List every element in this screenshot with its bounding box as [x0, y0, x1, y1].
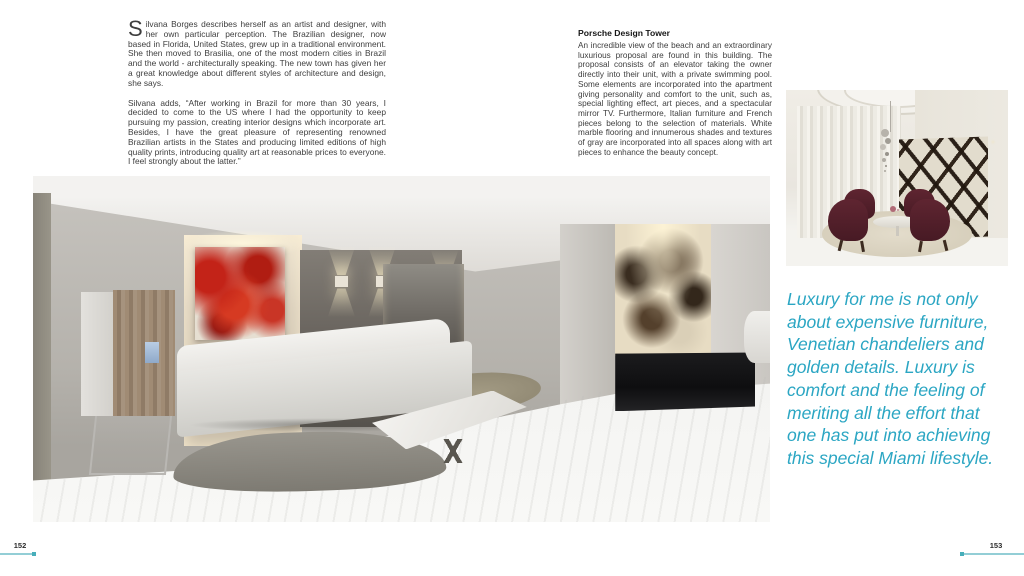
coffee-table-pedestal: [896, 226, 899, 237]
pull-quote-line: this special Miami lifestyle.: [787, 447, 994, 468]
chrome-cabinet-base: [89, 416, 173, 475]
pull-quote: [787, 288, 1019, 470]
pull-quote-line: one has put into achieving: [787, 425, 991, 446]
drop-cap: S: [128, 16, 143, 41]
pull-quote-line: golden details. Luxury is: [787, 357, 975, 378]
cabinet-blue-screen: [145, 342, 159, 363]
pull-quote-line: about expensive furniture,: [787, 311, 989, 332]
pull-quote-line: Luxury for me is not only: [787, 289, 978, 309]
pull-quote-line: Venetian chandeliers and: [787, 334, 984, 355]
sepia-abstract-art-panel: [615, 224, 711, 355]
page-number-left: 152: [13, 541, 27, 550]
page-number-right: 153: [989, 541, 1003, 550]
cabinet-side-panel: [81, 292, 114, 417]
section-body: An incredible view of the beach and an extraordinary luxurious proposal are found in this building. The proposal consists of an elevator taking the owner directly into their unit, with a private swimming pool. Some elements are incorporated into the apartment giving personality and comfort to the unit, such as, special lighting effect, art pieces, and a spectacular mirror TV. Furthermore, Italian furniture and French pieces belong to the selection of materials. White marble flooring and innumerous shades and textures of gray are incorporated into all spaces along with art pieces to enhance the beauty concept.: [578, 41, 772, 157]
pull-quote-line: comfort and the feeling of: [787, 379, 985, 400]
intro-paragraph-text: ilvana Borges describes herself as an artist and designer, with her own particular perception. The Brazilian designer, now based in Florida, United States, grew up in a traditional environment. She then moved to Brasilia, one of the most modern cities in Brazil and the world - architecturally speaking. The new town has given her a great knowledge about different styles of architecture and design, she says.: [128, 19, 386, 88]
red-abstract-painting: [195, 247, 285, 340]
chaise-metal-legs: [438, 439, 467, 463]
right-text-column: [578, 28, 772, 157]
page-rule-right: [963, 553, 1024, 555]
living-room-render-photo: [33, 176, 770, 522]
render-left-wall-edge: [33, 193, 51, 484]
quote-paragraph: Silvana adds, “After working in Brazil for more than 30 years, I decided to come to the US where I had the opportunity to keep pursuing my passion, creating interior designs which incorporate art. Besides, I have the great pleasure of representing renowned Brazilian artists in the States and producing limited editions of high quality prints, introducing quality art at reasonable prices to everyone. I feel strongly about the latter.”: [128, 97, 386, 167]
page-rule-dot-left: [32, 552, 36, 556]
intro-paragraph: [128, 16, 386, 89]
chandelier-wire: [890, 101, 891, 133]
page-rule-dot-right: [960, 552, 964, 556]
sitting-area-photo: [786, 90, 1008, 266]
section-heading: Porsche Design Tower: [578, 28, 671, 38]
wood-cabinet-front: [113, 290, 175, 416]
wall-sconce-light: [335, 276, 348, 287]
burgundy-armchair: [828, 199, 868, 241]
page-rule-left: [0, 553, 34, 555]
black-sideboard: [615, 352, 755, 411]
partial-white-chair: [744, 311, 770, 363]
pull-quote-line: meriting all the effort that: [787, 402, 980, 423]
burgundy-armchair: [910, 199, 950, 241]
left-text-column: [128, 16, 386, 167]
